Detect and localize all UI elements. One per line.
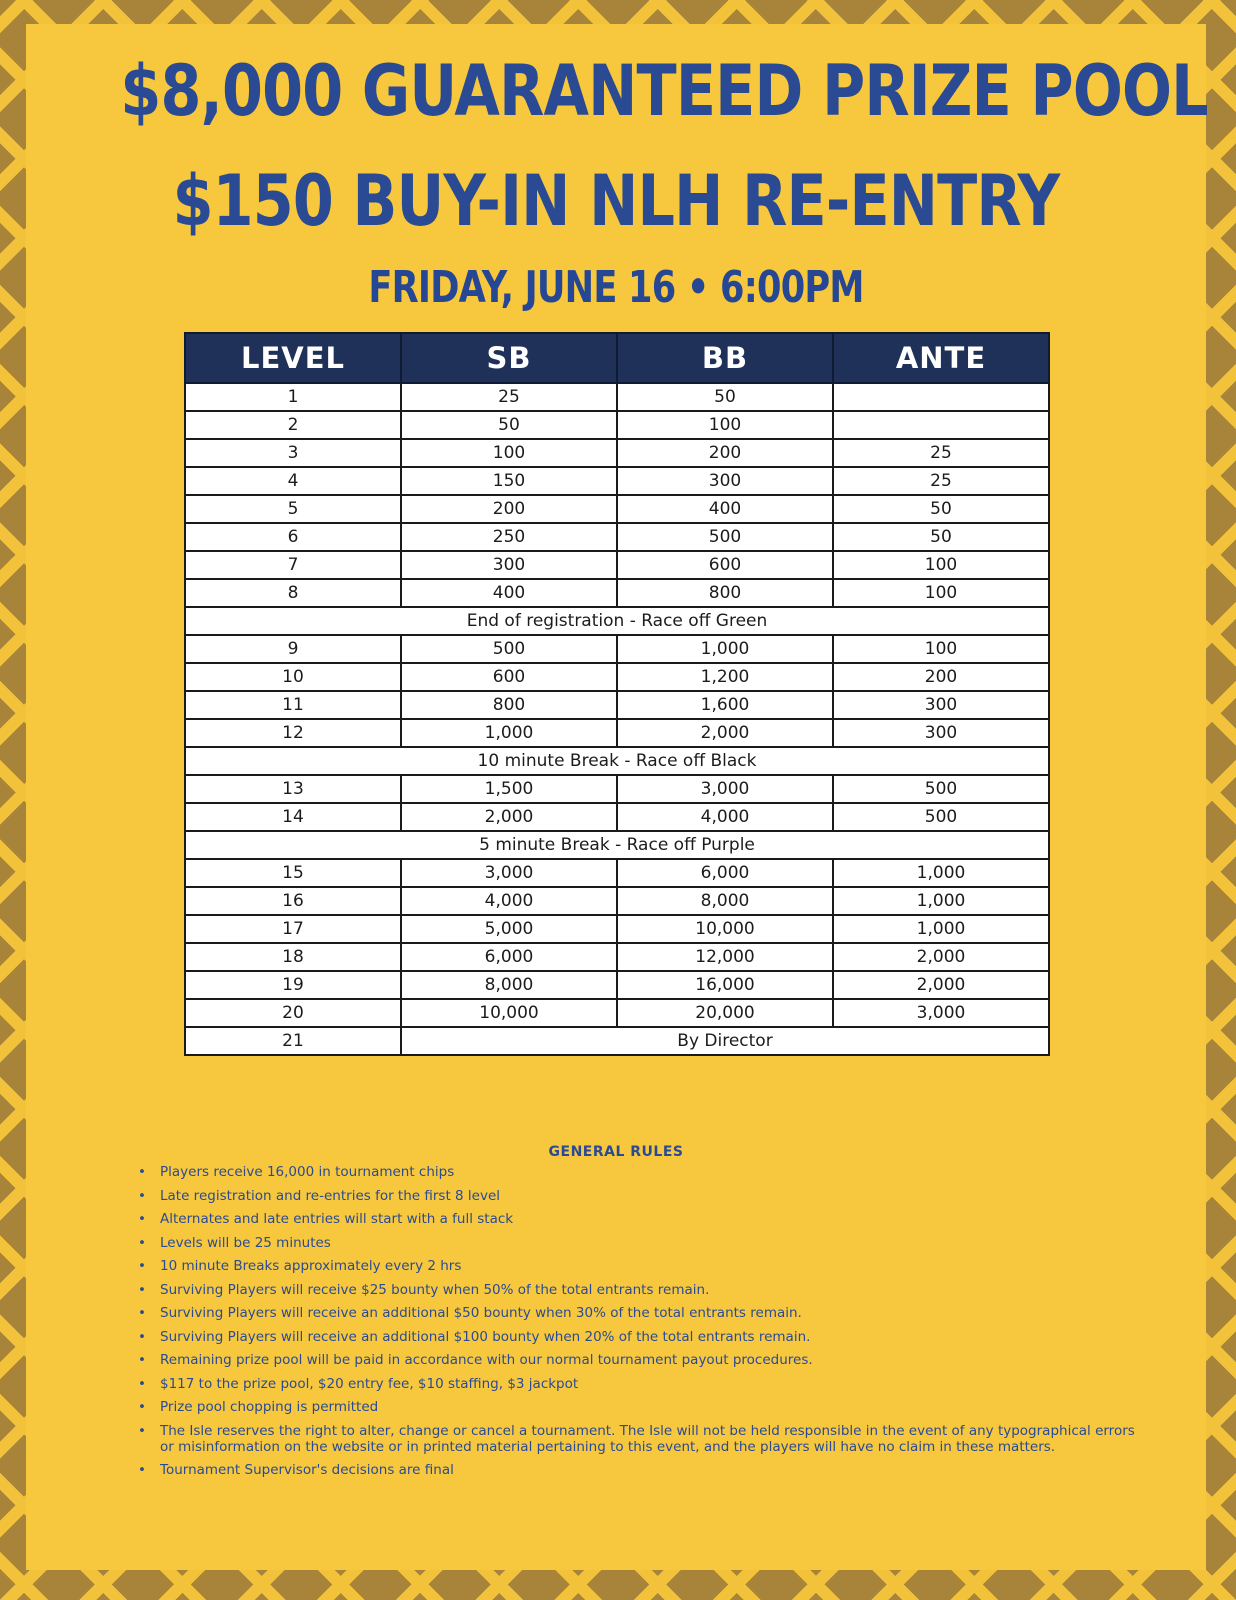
bb-cell: 50 — [617, 383, 833, 411]
sb-cell: 8,000 — [401, 971, 617, 999]
break-note-cell: 5 minute Break - Race off Purple — [185, 831, 1049, 859]
table-row — [185, 691, 1049, 719]
sb-cell: 500 — [401, 635, 617, 663]
table-row — [185, 495, 1049, 523]
table-row — [185, 887, 1049, 915]
column-header-sb: SB — [401, 333, 617, 383]
bb-cell: 16,000 — [617, 971, 833, 999]
table-row — [185, 999, 1049, 1027]
sb-cell: 800 — [401, 691, 617, 719]
level-cell: 10 — [185, 663, 401, 691]
level-cell: 6 — [185, 523, 401, 551]
ante-cell: 100 — [833, 551, 1049, 579]
sb-cell: 2,000 — [401, 803, 617, 831]
bb-cell: 1,200 — [617, 663, 833, 691]
level-cell: 5 — [185, 495, 401, 523]
ante-cell: 2,000 — [833, 971, 1049, 999]
list-item: • Tournament Supervisor's decisions are final — [138, 1462, 1148, 1478]
bb-cell: 4,000 — [617, 803, 833, 831]
column-header-bb: BB — [617, 333, 833, 383]
bb-cell: 8,000 — [617, 887, 833, 915]
bb-cell: 2,000 — [617, 719, 833, 747]
bb-cell: 100 — [617, 411, 833, 439]
sb-cell: 1,000 — [401, 719, 617, 747]
sb-cell: 250 — [401, 523, 617, 551]
table-row — [185, 551, 1049, 579]
ante-cell: 300 — [833, 719, 1049, 747]
ante-cell: 500 — [833, 803, 1049, 831]
ante-cell: 500 — [833, 775, 1049, 803]
table-row — [185, 383, 1049, 411]
bb-cell: 10,000 — [617, 915, 833, 943]
sb-cell: 3,000 — [401, 859, 617, 887]
table-row — [185, 943, 1049, 971]
level-cell: 11 — [185, 691, 401, 719]
sb-cell: 6,000 — [401, 943, 617, 971]
table-row — [185, 607, 1049, 635]
sb-cell: 4,000 — [401, 887, 617, 915]
sb-cell: 25 — [401, 383, 617, 411]
ante-cell: 100 — [833, 635, 1049, 663]
ante-cell: 1,000 — [833, 887, 1049, 915]
list-item: • Late registration and re-entries for the first 8 level — [138, 1188, 1148, 1204]
table-row — [185, 635, 1049, 663]
table-row — [185, 523, 1049, 551]
level-cell: 18 — [185, 943, 401, 971]
bb-cell: 600 — [617, 551, 833, 579]
bb-cell: 800 — [617, 579, 833, 607]
list-item: • Prize pool chopping is permitted — [138, 1399, 1148, 1415]
list-item: • Alternates and late entries will start with a full stack — [138, 1211, 1148, 1227]
table-row — [185, 859, 1049, 887]
bb-cell: 400 — [617, 495, 833, 523]
level-cell: 12 — [185, 719, 401, 747]
list-item: • Remaining prize pool will be paid in accordance with our normal tournament payout procedures. — [138, 1352, 1148, 1368]
bb-cell: 200 — [617, 439, 833, 467]
list-item: • The Isle reserves the right to alter, change or cancel a tournament. The Isle will not be held responsible in the event of any typographical errors or misinformation on the website or in printed material pertaining to this event, and the players will have no claim in these matters. — [138, 1423, 1148, 1455]
blind-table-body — [185, 383, 1049, 1055]
ante-cell: 50 — [833, 523, 1049, 551]
sb-cell: 10,000 — [401, 999, 617, 1027]
table-row — [185, 1027, 1049, 1055]
ante-cell: 25 — [833, 467, 1049, 495]
headline-prize-pool: $8,000 GUARANTEED PRIZE POOL — [120, 50, 1208, 132]
bb-cell: 1,600 — [617, 691, 833, 719]
level-cell: 16 — [185, 887, 401, 915]
level-cell: 20 — [185, 999, 401, 1027]
table-row — [185, 971, 1049, 999]
level-cell: 21 — [185, 1027, 401, 1055]
sb-cell: 150 — [401, 467, 617, 495]
list-item: • Surviving Players will receive $25 bounty when 50% of the total entrants remain. — [138, 1282, 1148, 1298]
table-row — [185, 747, 1049, 775]
ante-cell: 1,000 — [833, 859, 1049, 887]
ante-cell: 1,000 — [833, 915, 1049, 943]
bb-cell: 6,000 — [617, 859, 833, 887]
level-cell: 9 — [185, 635, 401, 663]
table-row — [185, 831, 1049, 859]
ante-cell: 2,000 — [833, 943, 1049, 971]
table-row — [185, 411, 1049, 439]
table-row — [185, 439, 1049, 467]
level-cell: 4 — [185, 467, 401, 495]
by-director-cell: By Director — [401, 1027, 1049, 1055]
list-item: • Players receive 16,000 in tournament chips — [138, 1164, 1148, 1180]
ante-cell — [833, 383, 1049, 411]
column-header-ante: ANTE — [833, 333, 1049, 383]
sb-cell: 400 — [401, 579, 617, 607]
level-cell: 1 — [185, 383, 401, 411]
bb-cell: 20,000 — [617, 999, 833, 1027]
level-cell: 17 — [185, 915, 401, 943]
bb-cell: 12,000 — [617, 943, 833, 971]
level-cell: 2 — [185, 411, 401, 439]
flyer-panel — [26, 24, 1206, 1570]
list-item: • $117 to the prize pool, $20 entry fee, $10 staffing, $3 jackpot — [138, 1376, 1148, 1392]
blind-structure-table — [184, 332, 1050, 1056]
list-item: • Surviving Players will receive an additional $50 bounty when 30% of the total entrants remain. — [138, 1305, 1148, 1321]
rules-heading: GENERAL RULES — [548, 1144, 684, 1160]
level-cell: 8 — [185, 579, 401, 607]
ante-cell: 200 — [833, 663, 1049, 691]
ante-cell: 25 — [833, 439, 1049, 467]
bb-cell: 3,000 — [617, 775, 833, 803]
bb-cell: 1,000 — [617, 635, 833, 663]
break-note-cell: 10 minute Break - Race off Black — [185, 747, 1049, 775]
list-item: • 10 minute Breaks approximately every 2 hrs — [138, 1258, 1148, 1274]
level-cell: 19 — [185, 971, 401, 999]
table-row — [185, 663, 1049, 691]
ante-cell: 3,000 — [833, 999, 1049, 1027]
general-rules-list — [138, 1164, 1148, 1486]
level-cell: 13 — [185, 775, 401, 803]
sb-cell: 50 — [401, 411, 617, 439]
ante-cell — [833, 411, 1049, 439]
list-item: • Surviving Players will receive an additional $100 bounty when 20% of the total entrants remain. — [138, 1329, 1148, 1345]
headline-buy-in: $150 BUY-IN NLH RE-ENTRY — [172, 160, 1060, 242]
bb-cell: 500 — [617, 523, 833, 551]
table-row — [185, 915, 1049, 943]
level-cell: 3 — [185, 439, 401, 467]
sb-cell: 300 — [401, 551, 617, 579]
level-cell: 7 — [185, 551, 401, 579]
break-note-cell: End of registration - Race off Green — [185, 607, 1049, 635]
ante-cell: 100 — [833, 579, 1049, 607]
sb-cell: 600 — [401, 663, 617, 691]
sb-cell: 5,000 — [401, 915, 617, 943]
level-cell: 14 — [185, 803, 401, 831]
table-row — [185, 579, 1049, 607]
list-item: • Levels will be 25 minutes — [138, 1235, 1148, 1251]
sb-cell: 100 — [401, 439, 617, 467]
table-row — [185, 719, 1049, 747]
table-row — [185, 467, 1049, 495]
table-row — [185, 803, 1049, 831]
table-row — [185, 775, 1049, 803]
event-date-time: FRIDAY, JUNE 16 • 6:00PM — [368, 262, 864, 313]
ante-cell: 50 — [833, 495, 1049, 523]
table-header-row — [185, 333, 1049, 383]
ante-cell: 300 — [833, 691, 1049, 719]
bb-cell: 300 — [617, 467, 833, 495]
level-cell: 15 — [185, 859, 401, 887]
sb-cell: 1,500 — [401, 775, 617, 803]
column-header-level: LEVEL — [185, 333, 401, 383]
sb-cell: 200 — [401, 495, 617, 523]
